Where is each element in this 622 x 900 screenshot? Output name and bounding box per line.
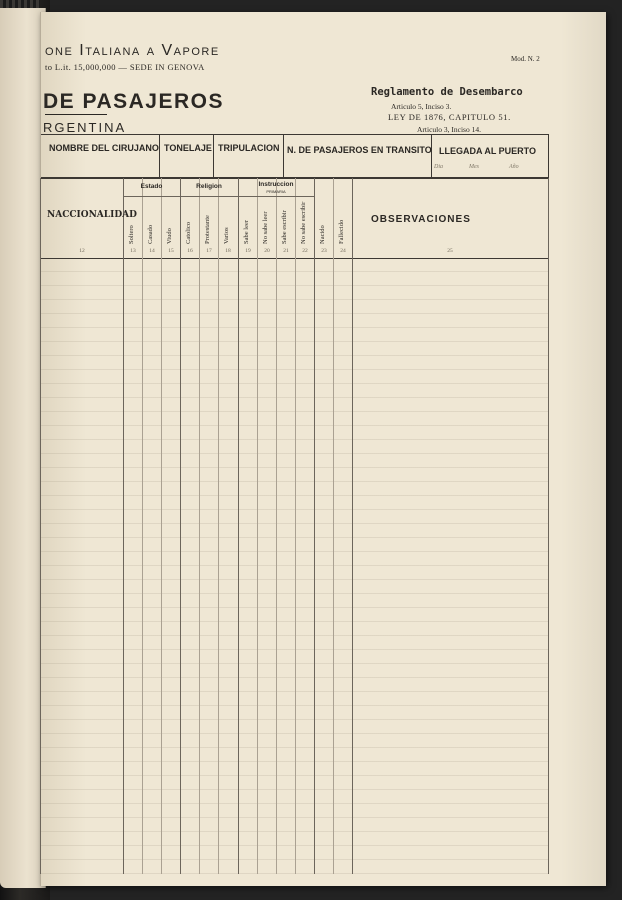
band-divider [159, 134, 160, 178]
religion-group: Religion [196, 183, 222, 190]
protestant-label: Protestante [204, 215, 211, 244]
column-line [295, 178, 296, 874]
column-line [199, 178, 200, 874]
transit-header: N. DE PASAJEROS EN TRANSITO [287, 145, 432, 155]
column-number: 12 [79, 248, 85, 254]
nationality-header: NACCIONALIDAD [47, 210, 137, 220]
arrival-header: LLEGADA AL PUERTO [439, 146, 537, 156]
not-reads-label: No sabe leer [262, 211, 269, 244]
instruction-subgroup: PRIMARIA [266, 189, 286, 194]
regulation-title: Reglamento de Desembarco [371, 86, 523, 98]
model-number: Mod. N. 2 [511, 55, 540, 63]
band-divider [283, 134, 284, 178]
instruction-group: Instruccion [258, 181, 294, 188]
deceased-label: Fallecido [338, 219, 345, 244]
column-line [257, 178, 258, 874]
column-line [548, 178, 549, 874]
reads-label: Sabe leer [243, 219, 250, 244]
column-line [218, 178, 219, 874]
regulation-law: LEY DE 1876, CAPITULO 51. [388, 112, 511, 122]
column-line [123, 178, 124, 874]
column-line [40, 178, 41, 874]
column-line [352, 178, 353, 874]
column-number: 22 [302, 248, 308, 254]
column-line [314, 178, 315, 874]
capital-line: to L.it. 15,000,000 — SEDE IN GENOVA [45, 62, 205, 72]
column-line [142, 178, 143, 874]
observations-header: OBSERVACIONES [371, 214, 471, 225]
group-rule [180, 196, 238, 197]
column-number: 18 [225, 248, 231, 254]
group-rule [238, 196, 314, 197]
column-number: 24 [340, 248, 346, 254]
arrival-day: Dia [434, 164, 443, 170]
column-number: 25 [447, 248, 453, 254]
column-line [238, 178, 239, 874]
region-line: RGENTINA [43, 120, 127, 135]
tonnage-header: TONELAJE [164, 143, 212, 153]
title-rule [45, 114, 107, 115]
catholic-label: Catolico [185, 221, 192, 244]
column-number: 15 [168, 248, 174, 254]
column-number: 20 [264, 248, 270, 254]
band-divider [213, 134, 214, 178]
column-line [161, 178, 162, 874]
column-number: 23 [321, 248, 327, 254]
column-number: 14 [149, 248, 155, 254]
band-divider [431, 134, 432, 178]
married-label: Casado [147, 224, 154, 244]
column-number: 13 [130, 248, 136, 254]
column-line [333, 178, 334, 874]
not-writes-label: No sabe escribir [300, 201, 307, 244]
widowed-label: Viudo [166, 228, 173, 244]
register-title: DE PASAJEROS [43, 90, 224, 113]
surgeon-header: NOMBRE DEL CIRUJANO [49, 143, 159, 153]
column-number: 21 [283, 248, 289, 254]
writes-label: Sabe escribir [281, 210, 288, 244]
register-sheet [40, 12, 606, 886]
regulation-article-1: Articulo 5, Inciso 3. [391, 102, 452, 111]
state-group: Estado [140, 183, 163, 190]
group-rule [123, 196, 180, 197]
born-label: Nacido [319, 225, 326, 244]
company-name: one Italiana a Vapore [45, 42, 220, 59]
single-label: Soltero [128, 225, 135, 244]
arrival-month: Mes [469, 164, 479, 170]
regulation-article-2: Articulo 3, Inciso 14. [417, 125, 481, 134]
various-label: Varios [223, 227, 230, 244]
column-number: 16 [187, 248, 193, 254]
column-number: 19 [245, 248, 251, 254]
column-line [276, 178, 277, 874]
arrival-year: Año [509, 164, 519, 170]
header-band [41, 134, 549, 178]
crew-header: TRIPULACION [218, 143, 280, 153]
column-line [180, 178, 181, 874]
column-number: 17 [206, 248, 212, 254]
